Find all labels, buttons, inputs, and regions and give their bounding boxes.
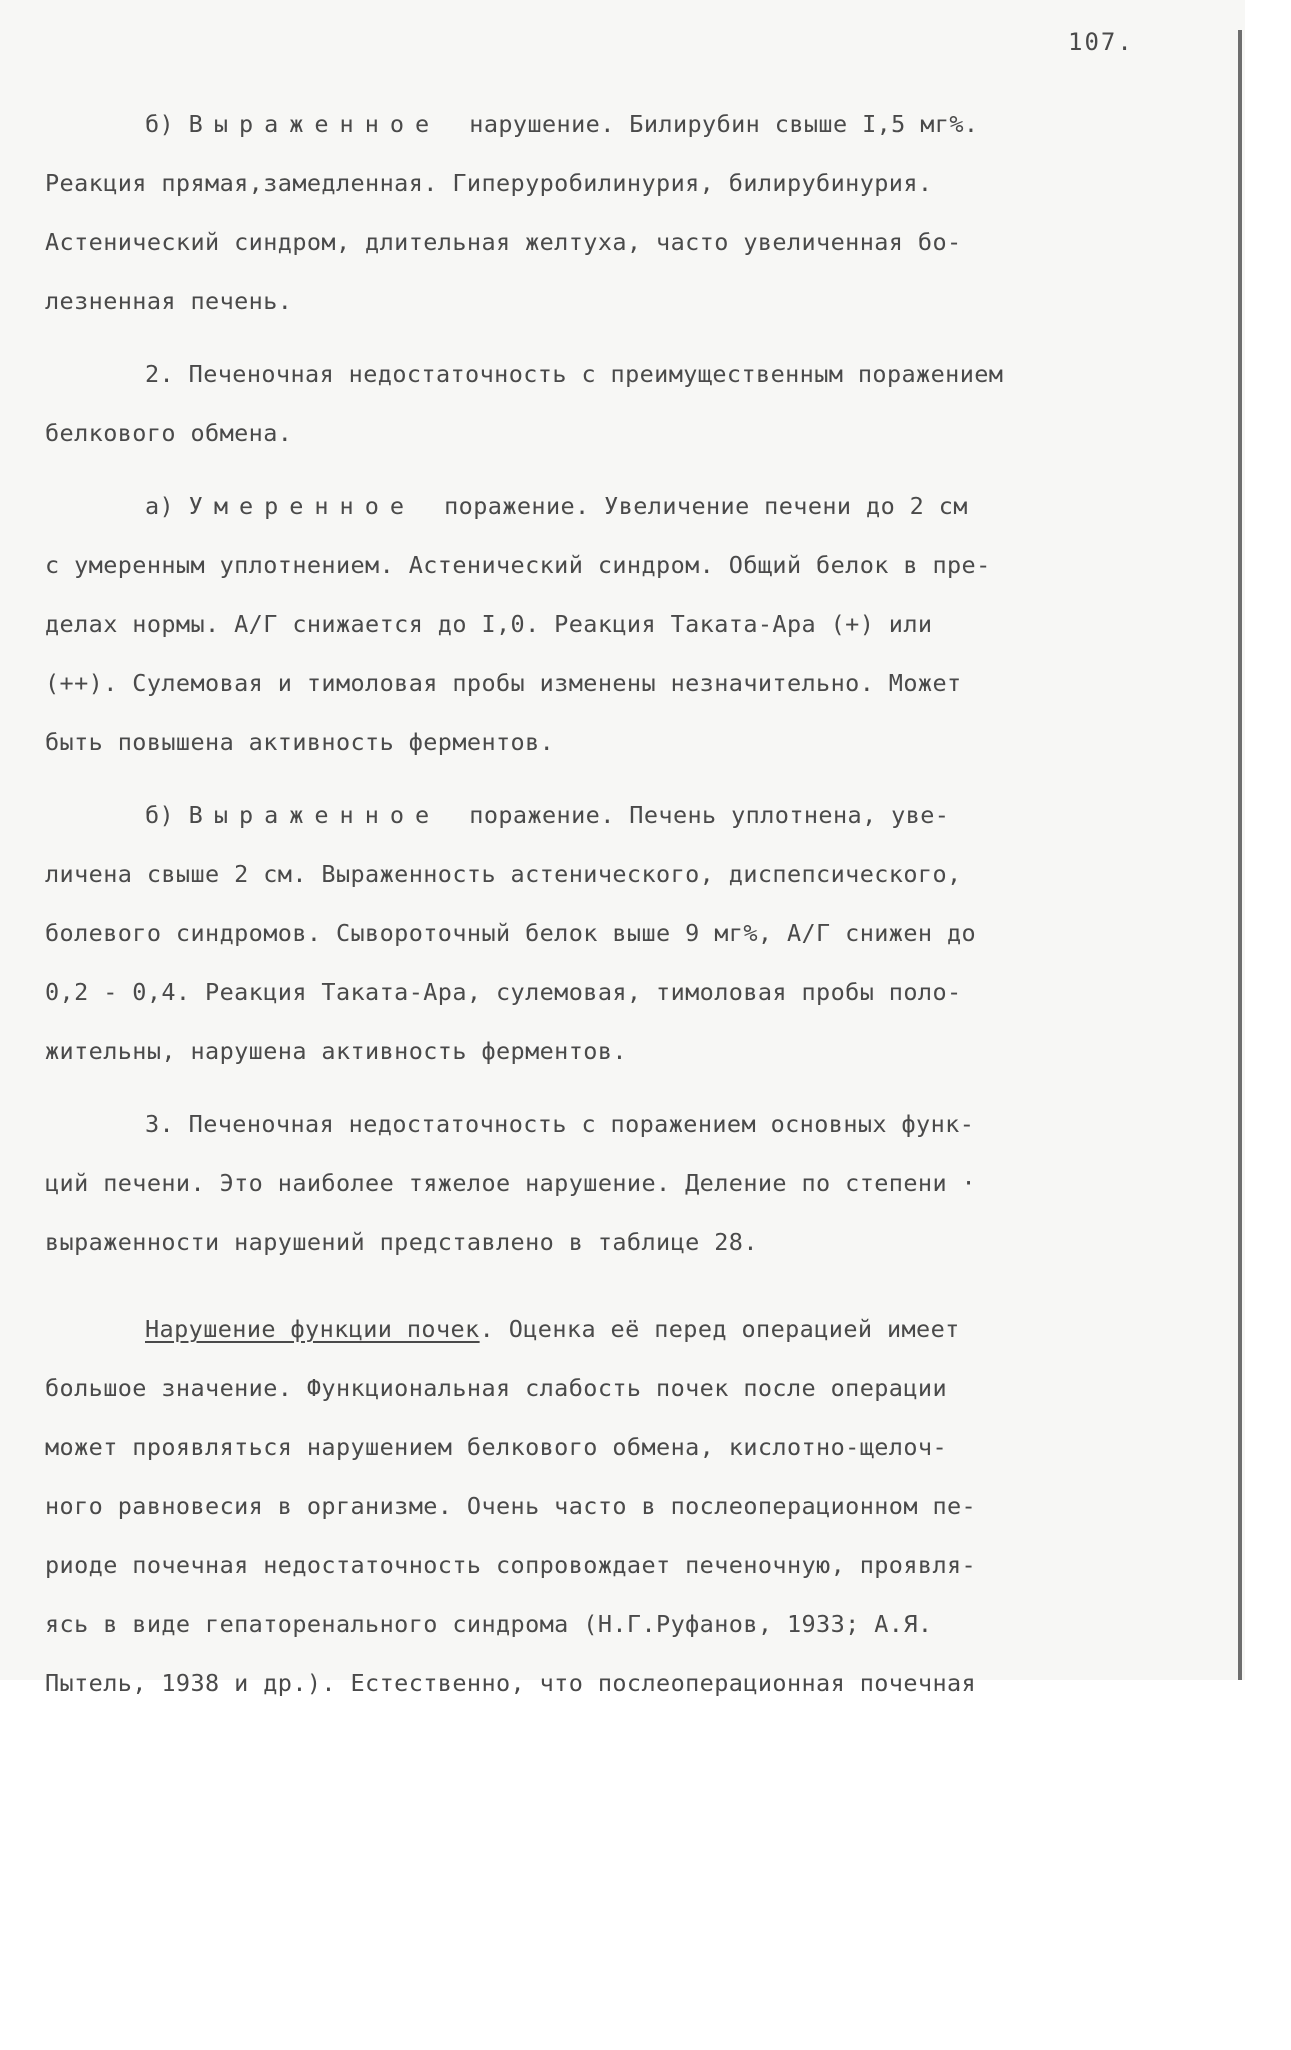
para5-line2: ций печени. Это наиболее тяжелое нарушение. Деление по степени · xyxy=(45,1169,977,1197)
para6-line4: ного равновесия в организме. Очень часто в послеоперационном пе- xyxy=(45,1492,977,1520)
para6-heading: Нарушение функции почек xyxy=(145,1315,480,1343)
para4-line5: жительны, нарушена активность ферментов. xyxy=(45,1037,627,1065)
para4-line3: болевого синдромов. Сывороточный белок выше 9 мг%, А/Г снижен до xyxy=(45,919,977,947)
para4-marker: б) xyxy=(145,801,175,829)
para1-line1-rest: нарушение. Билирубин свыше I,5 мг%. xyxy=(469,110,979,138)
para4-line1-rest: поражение. Печень уплотнена, уве- xyxy=(469,801,950,829)
para5-line1: 3. Печеночная недостаточность с поражением основных функ- xyxy=(145,1110,975,1138)
para6-line7: Пытель, 1938 и др.). Естественно, что послеоперационная почечная xyxy=(45,1669,977,1697)
para6-line1 xyxy=(45,1300,1195,1359)
para1-line3: Астенический синдром, длительная желтуха, часто увеличенная бо- xyxy=(45,228,962,256)
para4-line1 xyxy=(45,786,1195,845)
para1-line1 xyxy=(45,95,1195,154)
para2-line2: белкового обмена. xyxy=(45,419,293,447)
para6-line6: ясь в виде гепаторенального синдрома (Н.Г.Руфанов, 1933; А.Я. xyxy=(45,1610,933,1638)
para4-spaced-word: Выраженное xyxy=(188,801,441,829)
para3-spaced-word: Умеренное xyxy=(188,492,416,520)
para6-line1-rest: . Оценка её перед операцией имеет xyxy=(479,1315,960,1343)
para1-marker: б) xyxy=(145,110,175,138)
para1-line2: Реакция прямая,замедленная. Гиперуробилинурия, билирубинурия. xyxy=(45,169,933,197)
para5-line3: выраженности нарушений представлено в таблице 28. xyxy=(45,1228,758,1256)
para6-line2: большое значение. Функциональная слабость почек после операции xyxy=(45,1374,947,1402)
para2-line1: 2. Печеночная недостаточность с преимущественным поражением xyxy=(145,360,1004,388)
para3-line5: быть повышена активность ферментов. xyxy=(45,728,555,756)
para3-line4: (++). Сулемовая и тимоловая пробы изменены незначительно. Может xyxy=(45,669,962,697)
body-text xyxy=(45,95,1195,1713)
para6-line5: риоде почечная недостаточность сопровождает печеночную, проявля- xyxy=(45,1551,977,1579)
para3-line1 xyxy=(45,477,1195,536)
page-number: 107. xyxy=(1068,28,1134,56)
para3-line3: делах нормы. А/Г снижается до I,0. Реакция Таката-Ара (+) или xyxy=(45,610,933,638)
para3-line2: с умеренным уплотнением. Астенический синдром. Общий белок в пре- xyxy=(45,551,991,579)
para4-line2: личена свыше 2 см. Выраженность астенического, диспепсического, xyxy=(45,860,962,888)
para4-line4: 0,2 - 0,4. Реакция Таката-Ара, сулемовая, тимоловая пробы поло- xyxy=(45,978,962,1006)
para6-line3: может проявляться нарушением белкового обмена, кислотно-щелоч- xyxy=(45,1433,947,1461)
para1-line4: лезненная печень. xyxy=(45,287,293,315)
sheet-edge-shadow xyxy=(1238,30,1242,1680)
para1-spaced-word: Выраженное xyxy=(188,110,441,138)
para3-line1-rest: поражение. Увеличение печени до 2 см xyxy=(444,492,968,520)
para3-marker: а) xyxy=(145,492,175,520)
